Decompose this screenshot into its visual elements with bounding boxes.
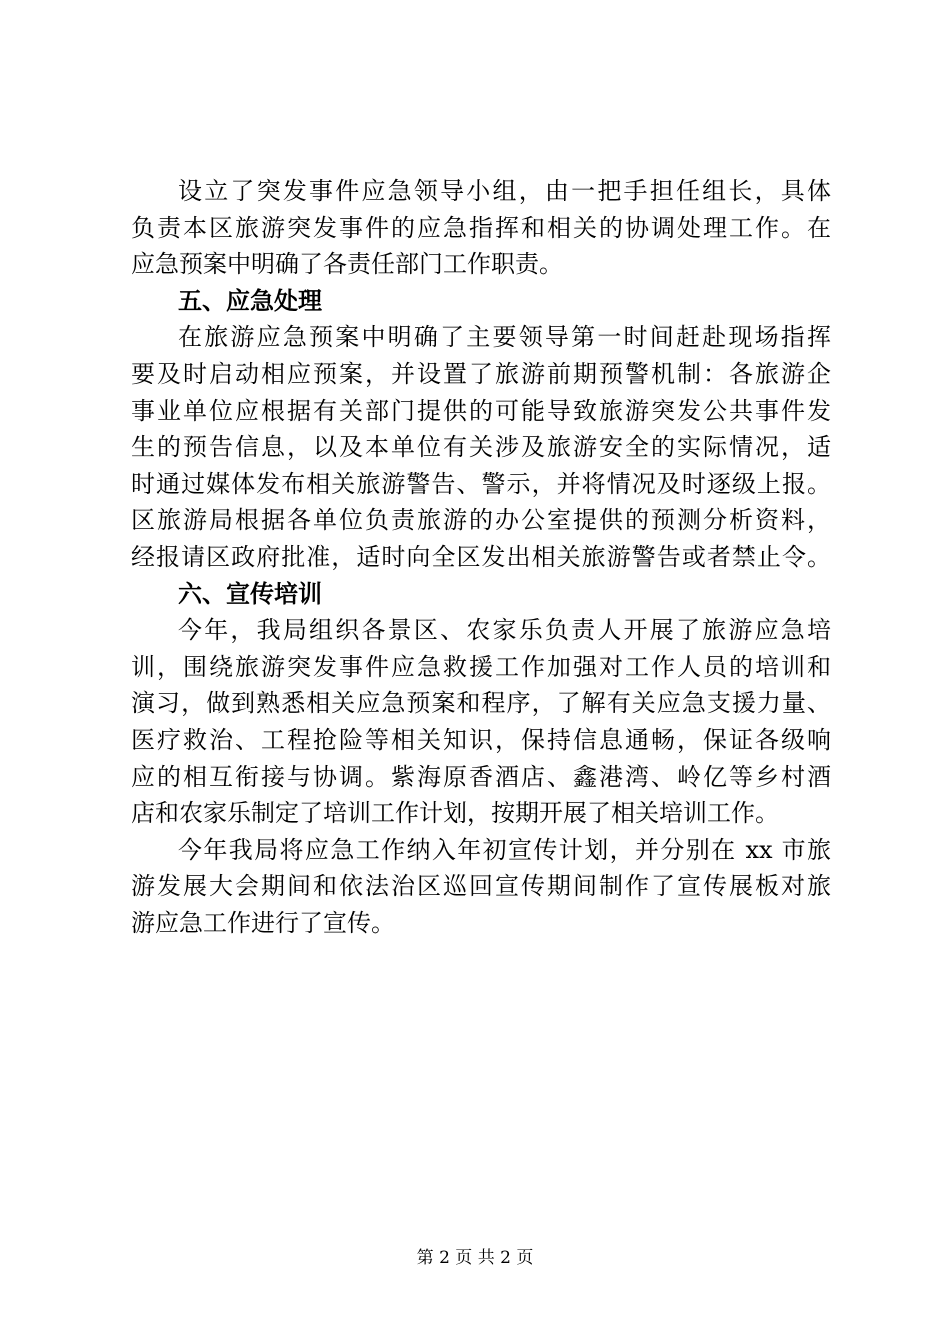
paragraph-line: 负责本区旅游突发事件的应急指挥和相关的协调处理工作。在 <box>131 213 831 242</box>
section-heading: 六、宣传培训 <box>178 579 322 608</box>
paragraph-line: 事业单位应根据有关部门提供的可能导致旅游突发公共事件发 <box>131 396 831 425</box>
paragraph-line: 店和农家乐制定了培训工作计划，按期开展了相关培训工作。 <box>131 799 779 828</box>
paragraph-line: 游发展大会期间和依法治区巡回宣传期间制作了宣传展板对旅 <box>131 872 831 901</box>
paragraph-line: 在旅游应急预案中明确了主要领导第一时间赶赴现场指挥 <box>178 323 831 352</box>
paragraph-line: 今年，我局组织各景区、农家乐负责人开展了旅游应急培 <box>178 616 831 645</box>
section-heading: 五、应急处理 <box>178 286 322 315</box>
paragraph-line: 今年我局将应急工作纳入年初宣传计划，并分别在 xx 市旅 <box>178 835 831 864</box>
paragraph-line: 时通过媒体发布相关旅游警告、警示，并将情况及时逐级上报。 <box>131 469 831 498</box>
paragraph-line: 应急预案中明确了各责任部门工作职责。 <box>131 250 563 279</box>
paragraph-line: 区旅游局根据各单位负责旅游的办公室提供的预测分析资料， <box>131 506 831 535</box>
page-footer: 第 2 页 共 2 页 <box>416 1248 534 1268</box>
paragraph-line: 设立了突发事件应急领导小组，由一把手担任组长，具体 <box>178 177 831 205</box>
paragraph-line: 演习，做到熟悉相关应急预案和程序，了解有关应急支援力量、 <box>131 689 831 718</box>
paragraph-line: 要及时启动相应预案，并设置了旅游前期预警机制：各旅游企 <box>131 359 831 388</box>
document-body <box>131 173 831 941</box>
paragraph-line: 经报请区政府批准，适时向全区发出相关旅游警告或者禁止令。 <box>131 542 831 571</box>
paragraph-line: 训，围绕旅游突发事件应急救援工作加强对工作人员的培训和 <box>131 652 831 681</box>
paragraph-line: 生的预告信息，以及本单位有关涉及旅游安全的实际情况，适 <box>131 433 831 462</box>
paragraph-line: 医疗救治、工程抢险等相关知识，保持信息通畅，保证各级响 <box>131 725 831 754</box>
paragraph-line: 游应急工作进行了宣传。 <box>131 908 395 937</box>
paragraph-line: 应的相互衔接与协调。紫海原香酒店、鑫港湾、岭亿等乡村酒 <box>131 762 831 791</box>
